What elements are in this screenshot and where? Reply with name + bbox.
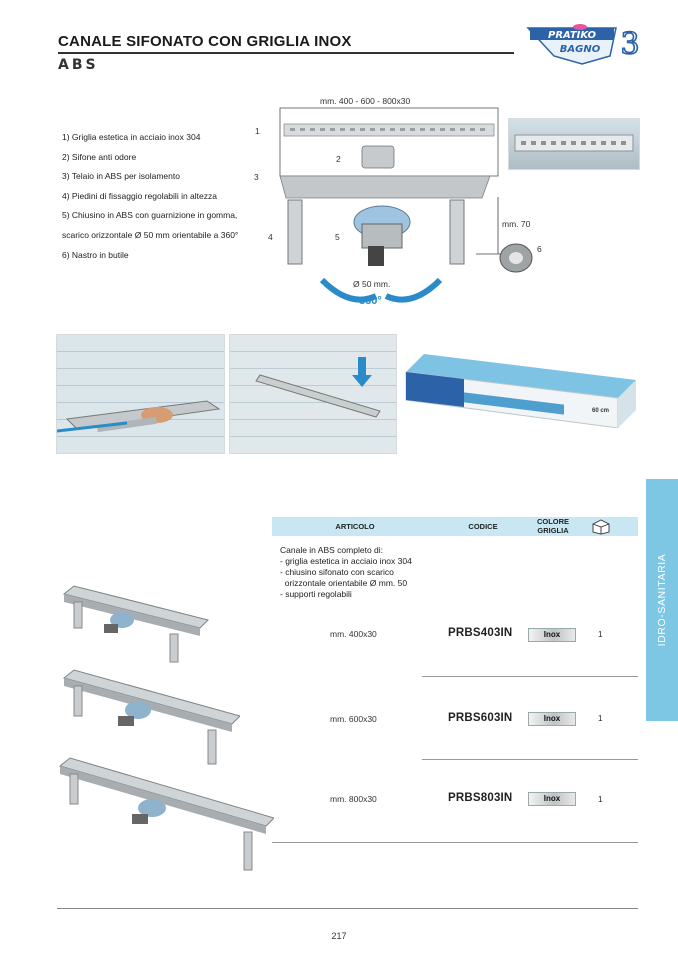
installation-graphic-2	[230, 335, 396, 453]
feature-item: 6) Nastro in butile	[62, 249, 129, 260]
package-size-label: 60 cm	[592, 408, 610, 414]
color-badge: Inox	[528, 628, 576, 642]
adjustable-foot	[288, 200, 302, 264]
product-description	[280, 545, 412, 600]
brand-logo	[524, 22, 644, 66]
description-line: - supporti regolabili	[280, 589, 352, 599]
row-code: PRBS803IN	[448, 792, 513, 804]
installation-photo-2	[229, 334, 397, 454]
dimension-label: mm. 400 - 600 - 800x30	[320, 96, 411, 106]
row-size: mm. 800x30	[330, 794, 377, 804]
header-articolo: ARTICOLO	[335, 522, 375, 531]
installation-graphic-1	[57, 335, 224, 453]
description-line: - chiusino sifonato con scarico	[280, 567, 394, 577]
height-label: mm. 70	[502, 219, 531, 229]
logo-word-2: BAGNO	[559, 44, 601, 55]
callout-4: 4	[268, 232, 273, 242]
color-badge: Inox	[528, 712, 576, 726]
row-code: PRBS403IN	[448, 627, 513, 639]
package-box	[404, 350, 638, 428]
title-divider	[58, 52, 514, 54]
row-code: PRBS603IN	[448, 712, 513, 724]
product-image-400	[60, 576, 220, 668]
table-header	[272, 517, 638, 536]
callout-3: 3	[254, 172, 259, 182]
page-number: 217	[331, 931, 347, 941]
package-box-graphic	[404, 350, 638, 428]
row-size: mm. 400x30	[330, 629, 377, 639]
logo-word-1: PRATIKO	[548, 30, 596, 41]
header-codice: CODICE	[468, 522, 498, 531]
insert-arrow-icon	[352, 357, 372, 387]
rotation-label: 360°	[359, 295, 382, 307]
package-quantity-icon	[591, 518, 611, 535]
adjustable-foot	[450, 200, 464, 264]
logo-number: 3	[620, 27, 640, 62]
row-size: mm. 600x30	[330, 714, 377, 724]
outlet-pipe	[368, 246, 384, 266]
color-badge: Inox	[528, 792, 576, 806]
row-divider	[422, 676, 638, 677]
callout-2: 2	[336, 154, 341, 164]
callout-1: 1	[255, 126, 260, 136]
callout-6: 6	[537, 244, 542, 254]
table-bottom-rule	[272, 842, 638, 843]
product-image-800	[56, 756, 274, 880]
description-line: - griglia estetica in acciaio inox 304	[280, 556, 412, 566]
exploded-diagram	[250, 104, 550, 316]
row-qty: 1	[598, 630, 603, 639]
material-subtitle: ABS	[58, 57, 99, 73]
category-label: IDRO-SANITARIA	[656, 553, 668, 647]
header-colore-griglia: COLORE GRIGLIA	[536, 517, 570, 535]
description-line: orizzontale orientabile Ø mm. 50	[280, 578, 408, 588]
installation-photo-1	[56, 334, 225, 454]
grid-closeup-graphic	[509, 119, 639, 169]
page-title: CANALE SIFONATO CON GRIGLIA INOX	[58, 33, 352, 50]
grid-closeup-photo	[508, 118, 640, 170]
feature-item: 1) Griglia estetica in acciaio inox 304	[62, 132, 201, 142]
footer-rule	[57, 908, 638, 909]
feature-item: 3) Telaio in ABS per isolamento	[62, 171, 180, 182]
feature-item: 5) Chiusino in ABS con guarnizione in gomma,	[62, 210, 238, 221]
category-side-tab	[646, 479, 678, 721]
description-line: Canale in ABS completo di:	[280, 545, 384, 555]
feature-item: 2) Sifone anti odore	[62, 151, 137, 162]
row-qty: 1	[598, 714, 603, 723]
rotation-arrow-right	[386, 280, 440, 300]
callout-5: 5	[335, 232, 340, 242]
row-qty: 1	[598, 795, 603, 804]
abs-channel	[280, 176, 490, 198]
brand-logo-graphic	[524, 22, 644, 66]
feature-item: scarico orizzontale Ø 50 mm orientabile a 360°	[62, 229, 239, 240]
row-divider	[422, 759, 638, 760]
diameter-label: Ø 50 mm.	[353, 279, 391, 289]
odor-trap	[362, 146, 394, 168]
feature-list	[62, 128, 262, 265]
feature-item: 4) Piedini di fissaggio regolabili in altezza	[62, 190, 217, 201]
